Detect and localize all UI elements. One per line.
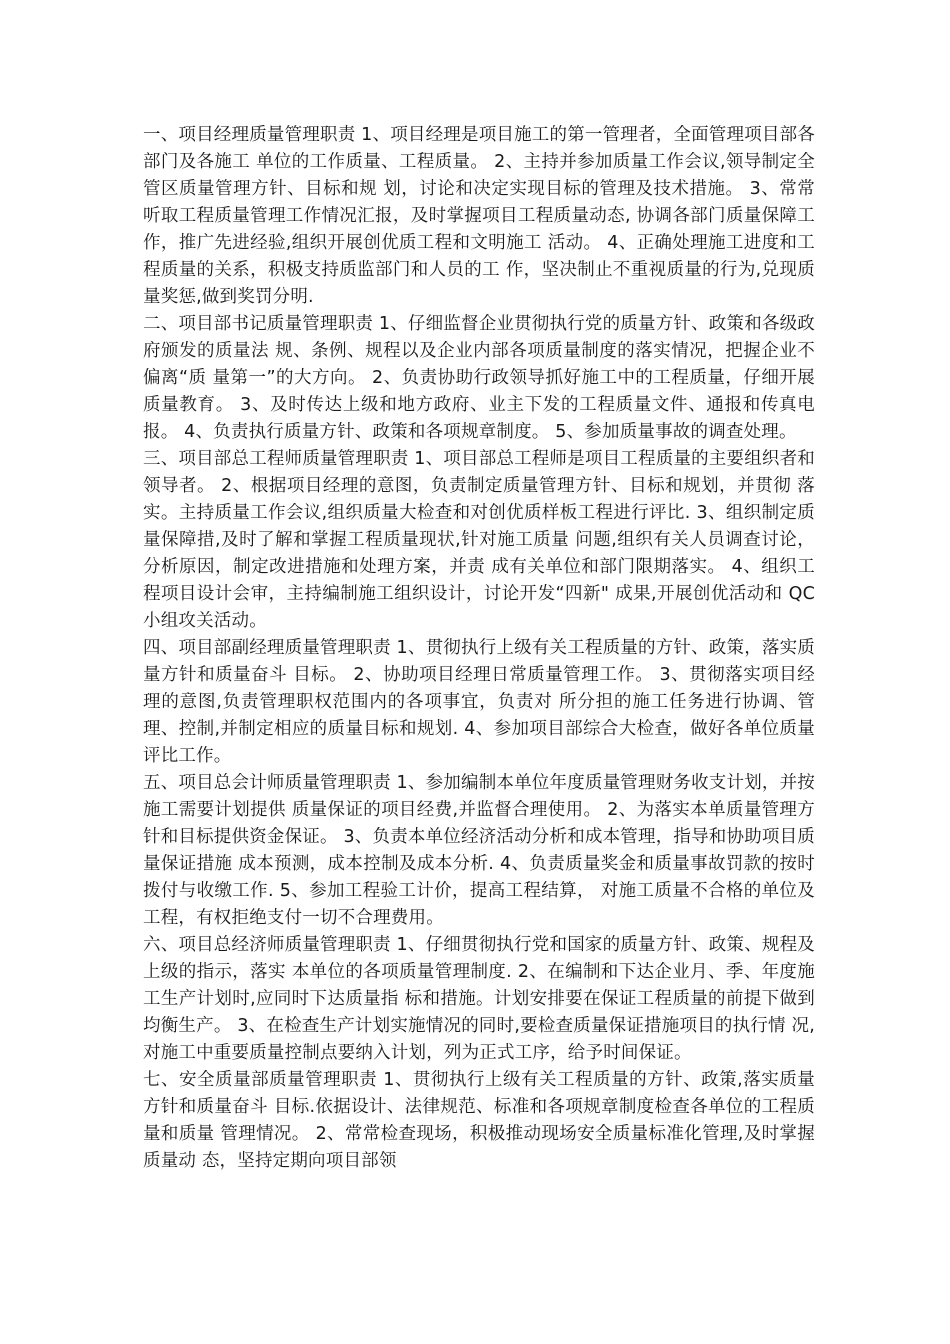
section-safety-quality-dept-duties: 七、安全质量部质量管理职责 1、贯彻执行上级有关工程质量的方针、政策,落实质量方针和质量奋斗 目标.依据设计、法律规范、标准和各项规章制度检查各单位的工程质量和质量 管理情况。 2、常常检查现场，积极推动现场安全质量标准化管理,及时掌握质量动 态，坚持定期向项目部领 — [143, 1070, 815, 1171]
section-chief-accountant-duties: 五、项目总会计师质量管理职责 1、参加编制本单位年度质量管理财务收支计划，并按施工需要计划提供 质量保证的项目经费,并监督合理使用。 2、为落实本单质量管理方针和目标提供资金保证。 3、负责本单位经济活动分析和成本管理，指导和协助项目质量保证措施 成本预测，成本控制及成本分析. 4、负责质量奖金和质量事故罚款的按时拨付与收缴工作. 5、参加工程验工计价，提高工程结算， 对施工质量不合格的单位及工程，有权拒绝支付一切不合理费用。 — [143, 773, 815, 928]
section-deputy-manager-duties: 四、项目部副经理质量管理职责 1、贯彻执行上级有关工程质量的方针、政策，落实质量方针和质量奋斗 目标。 2、协助项目经理日常质量管理工作。 3、贯彻落实项目经理的意图,负责管理职权范围内的各项事宜，负责对 所分担的施工任务进行协调、管理、控制,并制定相应的质量目标和规划. 4、参加项目部综合大检查，做好各单位质量评比工作。 — [143, 638, 815, 766]
section-party-secretary-duties: 二、项目部书记质量管理职责 1、仔细监督企业贯彻执行党的质量方针、政策和各级政府颁发的质量法 规、条例、规程以及企业内部各项质量制度的落实情况，把握企业不偏离“质 量第一”的大方向。 2、负责协助行政领导抓好施工中的工程质量，仔细开展质量教育。 3、及时传达上级和地方政府、业主下发的工程质量文件、通报和传真电 报。 4、负责执行质量方针、政策和各项规章制度。 5、参加质量事故的调查处理。 — [143, 314, 815, 442]
section-project-manager-duties: 一、项目经理质量管理职责 1、项目经理是项目施工的第一管理者，全面管理项目部各部门及各施工 单位的工作质量、工程质量。 2、主持并参加质量工作会议,领导制定全管区质量管理方针、目标和规 划，讨论和决定实现目标的管理及技术措施。 3、常常听取工程质量管理工作情况汇报，及时掌握项目工程质量动态, 协调各部门质量保障工作，推广先进经验,组织开展创优质工程和文明施工 活动。 4、正确处理施工进度和工程质量的关系，积极支持质监部门和人员的工 作，坚决制止不重视质量的行为,兑现质量奖惩,做到奖罚分明. — [143, 125, 815, 307]
section-chief-economist-duties: 六、项目总经济师质量管理职责 1、仔细贯彻执行党和国家的质量方针、政策、规程及上级的指示，落实 本单位的各项质量管理制度. 2、在编制和下达企业月、季、年度施工生产计划时,应同时下达质量指 标和措施。计划安排要在保证工程质量的前提下做到均衡生产。 3、在检查生产计划实施情况的同时,要检查质量保证措施项目的执行情 况,对施工中重要质量控制点要纳入计划，列为正式工序，给予时间保证。 — [143, 935, 815, 1063]
section-chief-engineer-duties: 三、项目部总工程师质量管理职责 1、项目部总工程师是项目工程质量的主要组织者和领导者。 2、根据项目经理的意图，负责制定质量管理方针、目标和规划，并贯彻 落实。主持质量工作会议,组织质量大检查和对创优质样板工程进行评比. 3、组织制定质量保障措,及时了解和掌握工程质量现状,针对施工质量 问题,组织有关人员调查讨论，分析原因，制定改进措施和处理方案，并责 成有关单位和部门限期落实。 4、组织工程项目设计会审，主持编制施工组织设计，讨论开发“四新" 成果,开展创优活动和 QC 小组攻关活动。 — [143, 449, 815, 631]
document-body — [143, 122, 815, 1175]
